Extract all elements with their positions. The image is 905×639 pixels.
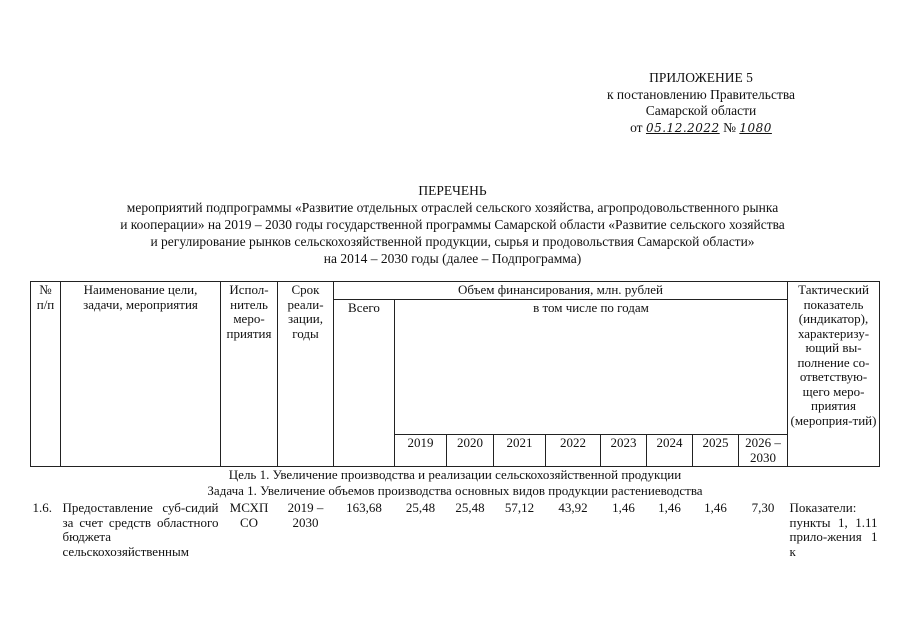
number-prefix: №	[723, 119, 736, 135]
header-year-2024: 2024	[647, 435, 693, 467]
table-row	[31, 499, 880, 560]
row-num: 1.6.	[32, 500, 52, 515]
row-indicator: Показатели: пункты 1, 1.11 прило-жения 1 к	[789, 500, 878, 559]
header-year-2025: 2025	[693, 435, 739, 467]
title-line-2: и кооперации» на 2019 – 2030 годы государственной программы Самарской области «Развитие сельского хозяйства	[120, 217, 785, 232]
row-value-2019: 25,48	[405, 500, 436, 515]
appendix-line-resolution: к постановлению Правительства	[606, 86, 796, 102]
date-handwritten: 05.12.2022	[645, 120, 720, 135]
header-year-2022: 2022	[546, 435, 601, 467]
header-executor: Испол-нитель меро-приятия	[221, 282, 278, 467]
header-year-2020: 2020	[447, 435, 494, 467]
header-year-2023: 2023	[601, 435, 647, 467]
row-value-2024: 1,46	[658, 500, 681, 515]
title-line-1: мероприятий подпрограммы «Развитие отдельных отраслей сельского хозяйства, агропродовольственного рынка	[126, 200, 779, 215]
row-executor: МСХП СО	[229, 500, 269, 530]
measures-table	[30, 281, 880, 560]
appendix-title: ПРИЛОЖЕНИЕ 5	[649, 70, 753, 85]
header-by-years: в том числе по годам	[395, 299, 788, 435]
row-value-2020: 25,48	[455, 500, 485, 515]
document-title	[60, 182, 845, 267]
header-total: Всего	[334, 299, 395, 467]
header-term: Срок реали-зации, годы	[278, 282, 334, 467]
row-value-2022: 43,92	[558, 500, 588, 515]
header-year-2021: 2021	[494, 435, 546, 467]
row-name: Предоставление суб-сидий за счет средств областного бюджета сельскохозяйственным	[62, 500, 219, 559]
goal-row: Цель 1. Увеличение производства и реализации сельскохозяйственной продукции	[228, 466, 682, 482]
header-year-2019: 2019	[395, 435, 447, 467]
title-line-4: на 2014 – 2030 годы (далее – Подпрограмма)	[323, 251, 582, 266]
appendix-line-region: Самарской области	[645, 103, 757, 118]
header-name: Наименование цели, задачи, мероприятия	[61, 282, 221, 467]
task-row: Задача 1. Увеличение объемов производства основных видов продукции растениеводства	[207, 482, 703, 498]
appendix-block	[571, 70, 831, 136]
row-total: 163,68	[346, 500, 382, 515]
row-value-2021: 57,12	[504, 500, 535, 515]
title-heading: ПЕРЕЧЕНЬ	[418, 183, 487, 198]
row-value-2026-2030: 7,30	[751, 500, 775, 515]
header-funding: Объем финансирования, млн. рублей	[334, 282, 788, 300]
row-value-2023: 1,46	[612, 500, 635, 515]
row-value-2025: 1,46	[704, 500, 727, 515]
row-term: 2019 – 2030	[287, 500, 324, 530]
header-num: № п/п	[31, 282, 61, 467]
header-year-2026-2030: 2026 – 2030	[739, 435, 788, 467]
title-line-3: и регулирование рынков сельскохозяйственной продукции, сырья и продовольствия Самарской области»	[150, 234, 755, 249]
appendix-date-line	[571, 120, 831, 137]
number-handwritten: 1080	[739, 120, 772, 135]
date-prefix: от	[630, 119, 643, 135]
header-indicator: Тактический показатель (индикатор), характеризу-ющий вы-полнение со-ответствую-щего меро-приятия (мероприя-тий)	[788, 282, 880, 467]
